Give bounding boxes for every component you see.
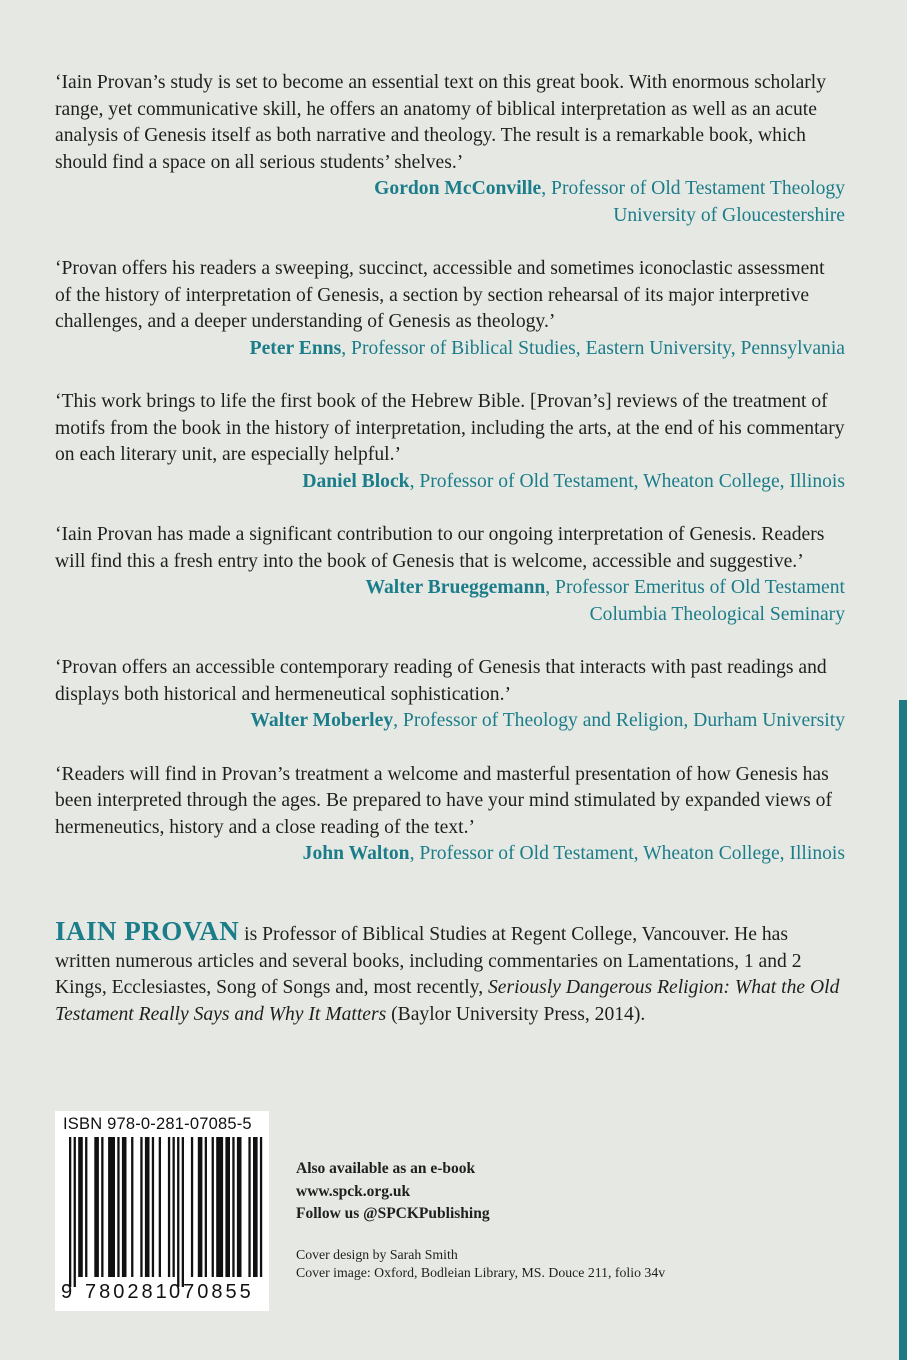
endorsement (55, 389, 845, 495)
barcode-bar (122, 1137, 127, 1277)
barcode-bar (168, 1137, 170, 1277)
endorser-name: Walter Brueggemann (365, 577, 546, 598)
bio-text: is Professor of Biblical Studies at Regent College, Vancouver. He has written numerous articles and several books, including commentaries on Lamentations, 1 and 2 Kings, Ecclesiastes, Song of Songs and, most recently, (55, 924, 802, 998)
endorsements (55, 70, 845, 895)
endorser-role: , Professor Emeritus of Old Testament (545, 577, 845, 598)
barcode-bar (152, 1137, 154, 1277)
endorsement-quote: ‘Provan offers an accessible contemporary reading of Genesis that interacts with past readings and displays both historical and hermeneutical sophistication.’ (55, 657, 827, 705)
endorser-institution: Columbia Theological Seminary (589, 603, 845, 625)
design-credit: Cover design by Sarah Smith (296, 1247, 458, 1262)
endorsement-attribution (55, 336, 845, 363)
image-credit: Cover image: Oxford, Bodleian Library, MS. Douce 211, folio 34v (296, 1265, 666, 1280)
barcode-bar (173, 1137, 175, 1277)
barcode-bar (74, 1137, 76, 1287)
barcode-bar (117, 1137, 119, 1277)
barcode (55, 1111, 269, 1311)
barcode-bar (260, 1137, 262, 1277)
barcode-bar (177, 1137, 179, 1287)
endorsement (55, 256, 845, 362)
isbn-lead-digit: 9 (61, 1281, 73, 1303)
barcode-bar (145, 1137, 150, 1277)
endorser-role: , Professor of Biblical Studies, Eastern University, Pennsylvania (341, 337, 845, 359)
barcode-bar (140, 1137, 142, 1277)
endorser-institution: University of Gloucestershire (613, 204, 845, 226)
endorser-name: John Walton (302, 843, 410, 864)
ebook-note (296, 1158, 490, 1181)
barcode-bar (69, 1137, 71, 1287)
barcode-bar (131, 1137, 133, 1277)
barcode-bar (101, 1137, 103, 1277)
barcode-bar (212, 1137, 214, 1277)
social-text: Follow us @SPCKPublishing (296, 1205, 490, 1222)
barcode-bar (253, 1137, 258, 1277)
publisher-info (296, 1158, 490, 1226)
barcode-bar (237, 1137, 242, 1277)
barcode-bar (108, 1137, 115, 1277)
endorsement-quote: ‘Iain Provan has made a significant contribution to our ongoing interpretation of Genesis. Readers will find this a fresh entry into the book of Genesis that is welcome, accessible and suggestive.’ (55, 524, 825, 572)
isbn-group-2: 070855 (169, 1281, 254, 1303)
endorsement-attribution (55, 176, 845, 229)
book-title: Seriously Dangerous Religion: What the Old Testament Really Says and Why It Matters (55, 977, 840, 1025)
endorsement-quote: ‘This work brings to life the first book of the Hebrew Bible. [Provan’s] reviews of the treatment of motifs from the book in the history of interpretation, including the arts, at the end of his commentary on each literary unit, are especially helpful.’ (55, 391, 845, 465)
endorsement-attribution (55, 469, 845, 496)
endorsement (55, 655, 845, 735)
endorsement-quote: ‘Provan offers his readers a sweeping, succinct, accessible and sometimes iconoclastic assessment of the history of interpretation of Genesis, a section by section rehearsal of its major interpretive challenges, and a deeper understanding of Genesis as theology.’ (55, 258, 825, 332)
isbn-group-1: 780281 (85, 1281, 170, 1303)
barcode-bar (216, 1137, 223, 1277)
website-text: www.spck.org.uk (296, 1182, 411, 1200)
endorser-name: Daniel Block (302, 470, 410, 492)
spine-color-strip (899, 700, 907, 1360)
social-handle[interactable] (296, 1203, 490, 1226)
barcode-bar (232, 1137, 234, 1277)
barcode-bars (55, 1137, 269, 1287)
barcode-bar (78, 1137, 83, 1277)
endorser-role: , Professor of Old Testament Theology (541, 178, 845, 199)
endorser-name: Walter Moberley (250, 710, 394, 731)
barcode-bar (225, 1137, 230, 1277)
endorser-name: Gordon McConville (374, 178, 542, 199)
barcode-bar (198, 1137, 203, 1277)
endorsement-quote: ‘Iain Provan’s study is set to become an essential text on this great book. With enormous scholarly range, yet communicative skill, he offers an anatomy of biblical interpretation as well as an acute analysis of Genesis itself as both narrative and theology. The result is a remarkable book, which should find a space on all serious students’ shelves.’ (55, 72, 827, 173)
endorsement-attribution (55, 841, 845, 868)
endorser-role: , Professor of Old Testament, Wheaton College, Illinois (409, 843, 845, 864)
endorser-name: Peter Enns (249, 337, 342, 359)
barcode-bar (248, 1137, 250, 1277)
barcode-bar (205, 1137, 207, 1277)
bio-text-end: (Baylor University Press, 2014). (386, 1003, 646, 1025)
ebook-text: Also available as an e-book (296, 1160, 476, 1177)
author-name: IAIN PROVAN (55, 916, 240, 946)
isbn-label: ISBN 978-0-281-07085-5 (63, 1115, 252, 1133)
endorsement (55, 762, 845, 868)
endorsement-quote: ‘Readers will find in Provan’s treatment a welcome and masterful presentation of how Genesis has been interpreted through the ages. Be prepared to have your mind stimulated by expanded views of hermeneutics, history and a close reading of the text.’ (55, 763, 832, 838)
endorsement-attribution (55, 708, 845, 735)
website-link[interactable] (296, 1181, 490, 1204)
endorser-role: , Professor of Old Testament, Wheaton College, Illinois (409, 470, 845, 492)
barcode-bar (191, 1137, 193, 1277)
endorsement (55, 522, 845, 628)
endorser-role: , Professor of Theology and Religion, Durham University (393, 710, 845, 731)
cover-credits (296, 1246, 665, 1282)
endorsement (55, 70, 845, 229)
barcode-bar (85, 1137, 87, 1277)
barcode-bar (182, 1137, 184, 1287)
endorsement-attribution (55, 575, 845, 628)
barcode-bar (94, 1137, 99, 1277)
barcode-bar (159, 1137, 161, 1277)
author-bio (55, 918, 845, 1028)
